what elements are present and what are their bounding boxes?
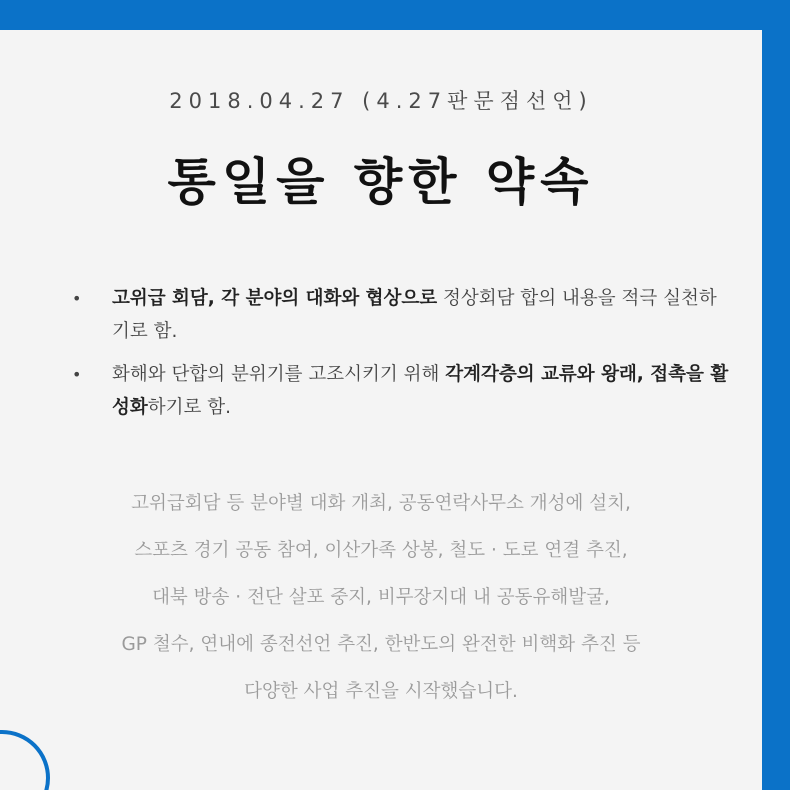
summary-line: 대북 방송 · 전단 살포 중지, 비무장지대 내 공동유해발굴, xyxy=(152,587,610,608)
page-title: 통일을 향한 약속 xyxy=(167,153,595,211)
summary-line: GP 철수, 연내에 종전선언 추진, 한반도의 완전한 비핵화 추진 등 xyxy=(121,634,641,655)
bullet-icon: • xyxy=(72,289,82,308)
list-item xyxy=(70,358,730,424)
bullet-text: 정상회담 합의 내용을 적극 실천하기로 함. xyxy=(112,288,717,342)
agreement-list xyxy=(70,282,730,434)
summary-line: 다양한 사업 추진을 시작했습니다. xyxy=(244,681,518,702)
bullet-text-end: 하기로 함. xyxy=(147,397,231,418)
summary-line: 스포츠 경기 공동 참여, 이산가족 상봉, 철도 · 도로 연결 추진, xyxy=(134,540,628,561)
bullet-text: 화해와 단합의 분위기를 고조시키기 위해 xyxy=(112,364,446,385)
decorative-circle xyxy=(0,730,50,790)
summary-paragraph xyxy=(0,480,762,715)
date-line: 2018.04.27 (4.27판문점선언) xyxy=(169,89,593,113)
list-item xyxy=(70,282,730,348)
summary-line: 고위급회담 등 분야별 대화 개최, 공동연락사무소 개성에 설치, xyxy=(131,493,631,514)
content-panel xyxy=(0,30,762,790)
bullet-icon: • xyxy=(72,365,82,384)
bullet-bold-text: 고위급 회담, 각 분야의 대화와 협상으로 xyxy=(112,288,438,309)
bullet-bold-text: 각계각층의 교류와 왕래, 접촉을 활성화 xyxy=(112,364,729,418)
